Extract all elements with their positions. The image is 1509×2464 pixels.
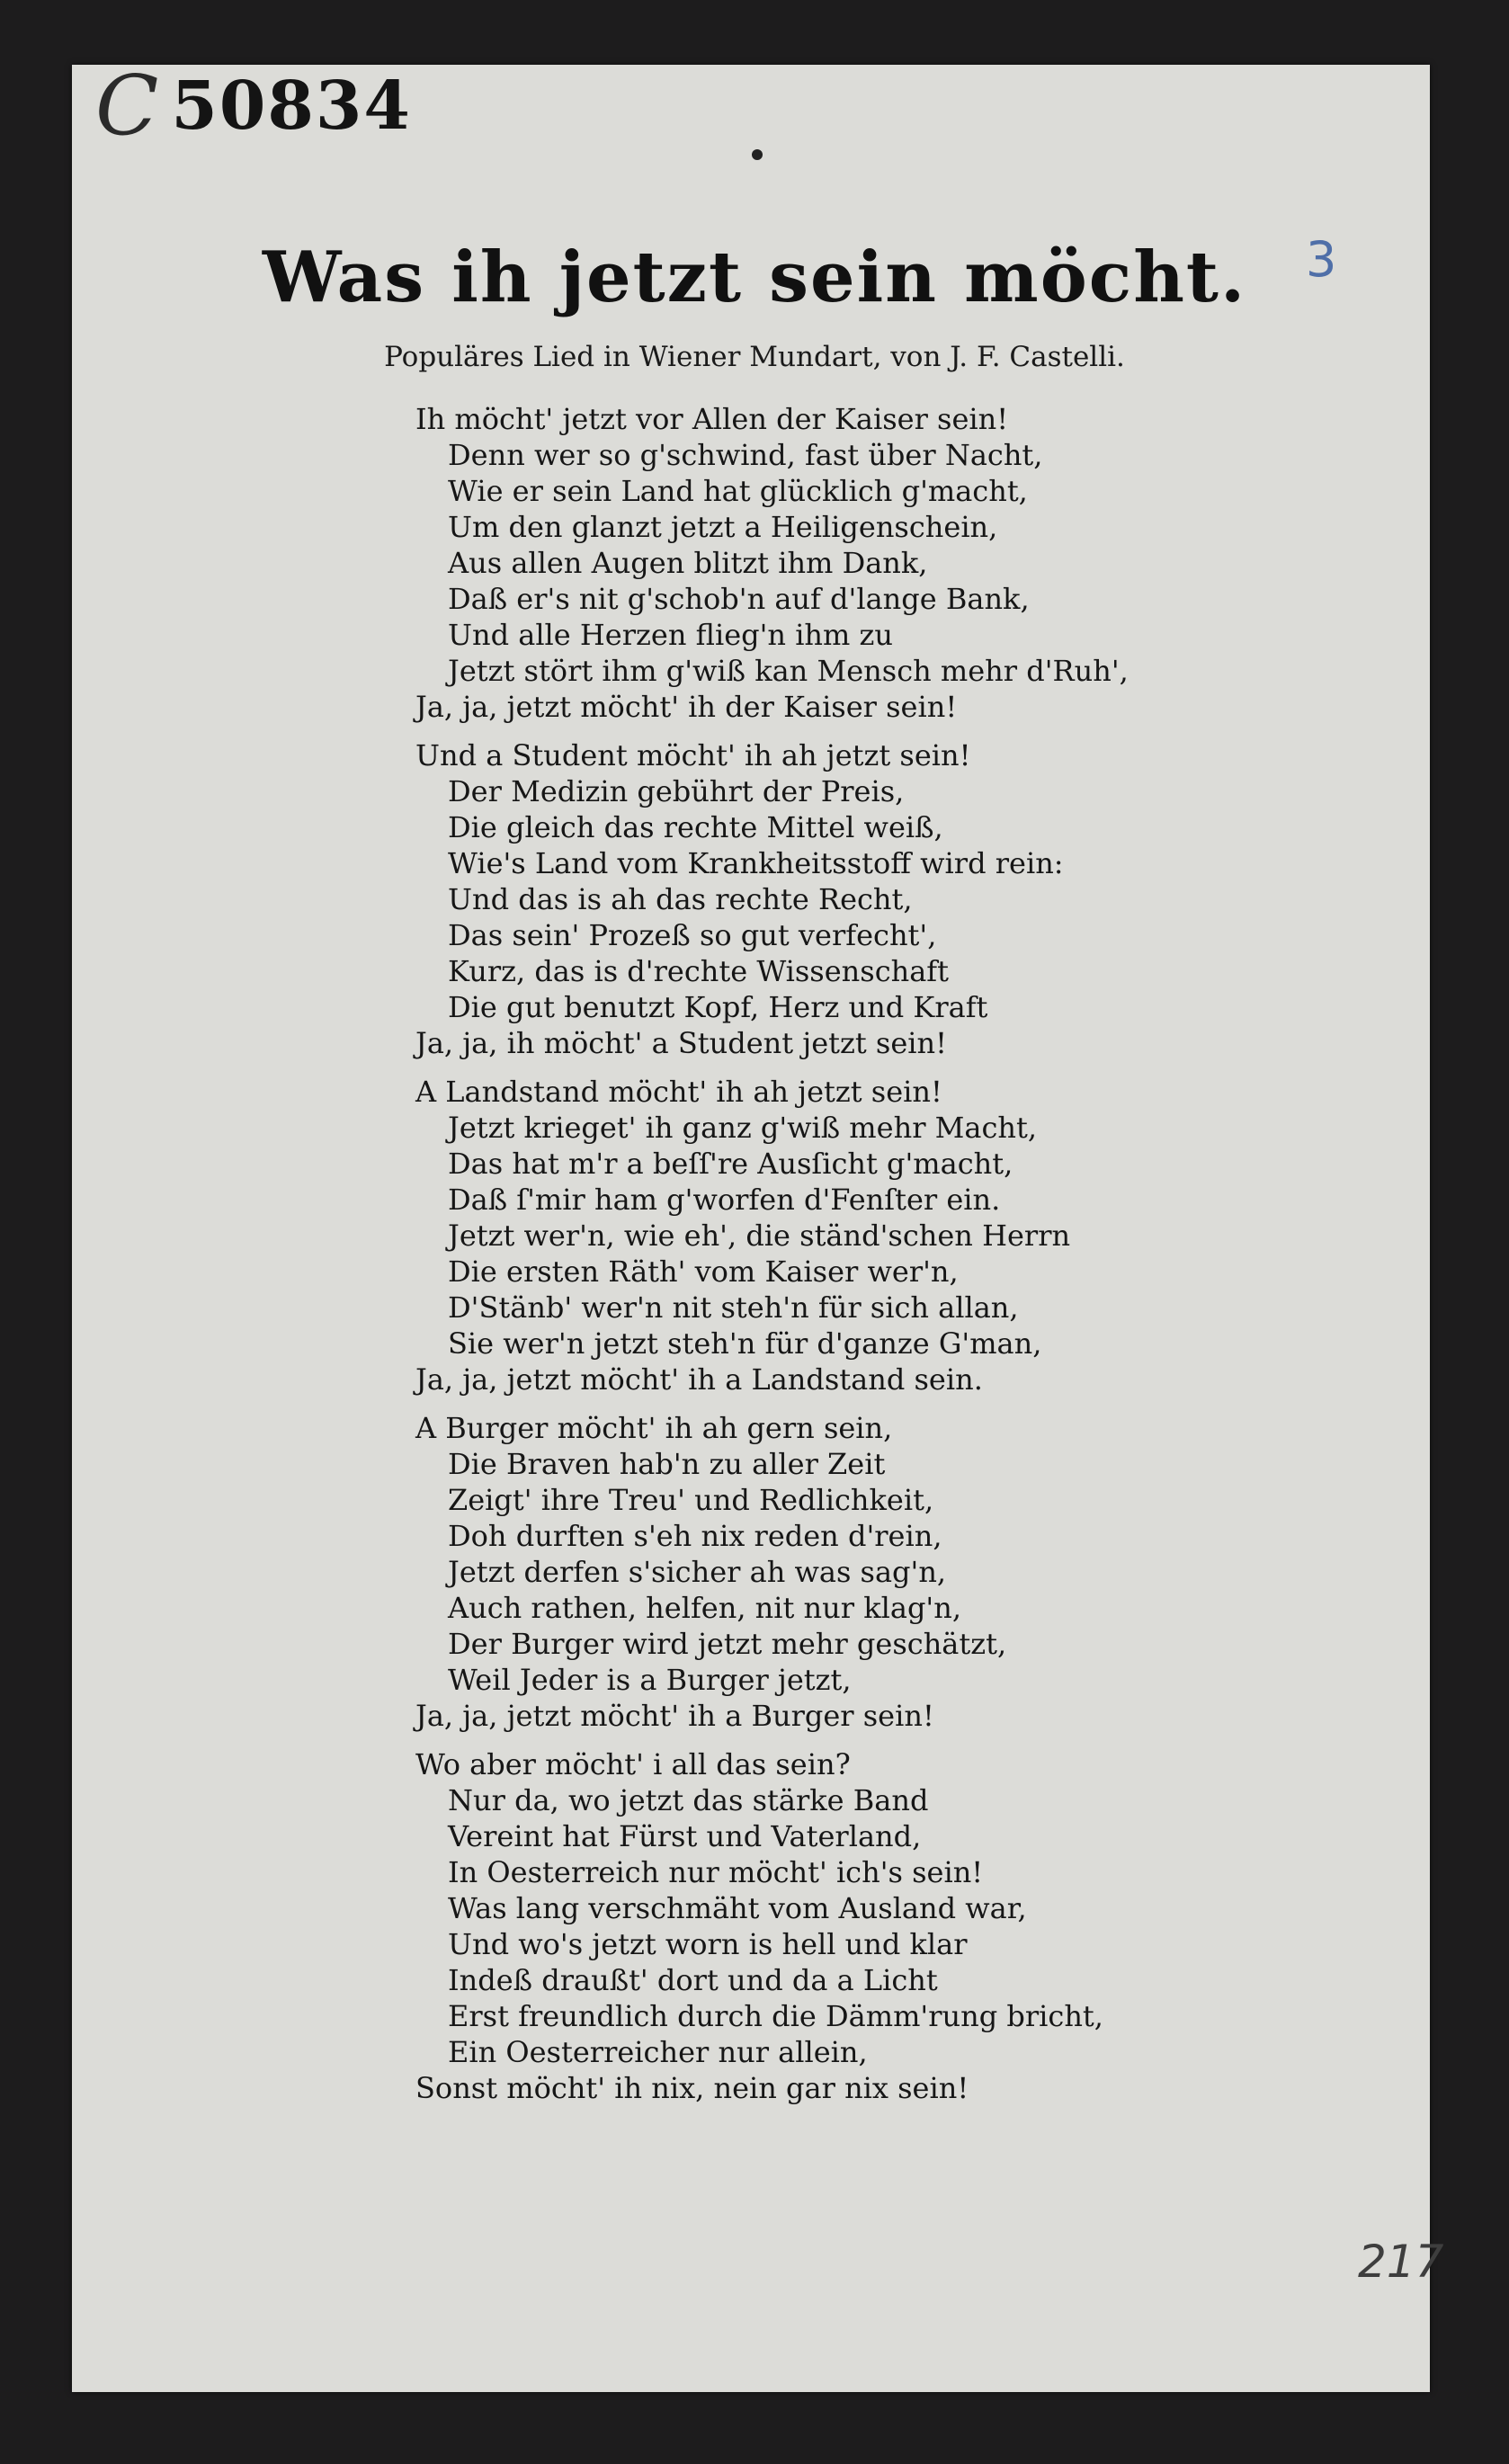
poem-line: Aus allen Augen blitzt ihm Dank,: [448, 546, 928, 580]
poem-line: Die gut benutzt Kopf, Herz und Kraft: [448, 990, 988, 1024]
poem-line: Denn wer so g'schwind, fast über Nacht,: [448, 438, 1043, 472]
poem-line: Um den glanzt jetzt a Heiligenschein,: [448, 510, 998, 544]
poem-line: Auch rathen, helfen, nit nur klag'n,: [448, 1591, 961, 1625]
poem-line: A Landstand möcht' ih ah jetzt sein!: [415, 1075, 942, 1109]
poem-line: Und a Student möcht' ih ah jetzt sein!: [415, 738, 971, 772]
poem-line: Und alle Herzen flieg'n ihm zu: [448, 618, 894, 652]
page-title: Was ih jetzt sein möcht.: [262, 237, 1247, 318]
poem-line: Wo aber möcht' i all das sein?: [415, 1747, 851, 1781]
poem-line: Daß er's nit g'schob'n auf d'lange Bank,: [448, 582, 1030, 616]
poem-line: D'Stänb' wer'n nit steh'n für sich allan,: [448, 1290, 1019, 1325]
poem-line: Die ersten Räth' vom Kaiser wer'n,: [448, 1254, 959, 1289]
poem-line: Der Medizin gebührt der Preis,: [448, 774, 905, 808]
poem-line: Und das is ah das rechte Recht,: [448, 882, 913, 916]
poem-body: [415, 401, 1405, 2119]
poem-line: Sonst möcht' ih nix, nein gar nix sein!: [415, 2071, 969, 2105]
ink-dot: [752, 149, 763, 160]
poem-line: Weil Jeder is a Burger jetzt,: [448, 1663, 852, 1697]
poem-line: Der Burger wird jetzt mehr geschätzt,: [448, 1627, 1007, 1661]
poem-line: Ja, ja, jetzt möcht' ih der Kaiser sein!: [415, 690, 958, 724]
poem-line: Ih möcht' jetzt vor Allen der Kaiser sein!: [415, 402, 1009, 436]
pencil-mark-bottom: 217: [1358, 2236, 1444, 2288]
poem-line: Ein Oesterreicher nur allein,: [448, 2035, 868, 2069]
poem-line: Daß ſ'mir ham g'worfen d'Fenſter ein.: [448, 1183, 1001, 1217]
poem-line: Indeß draußt' dort und da a Licht: [448, 1963, 938, 1997]
poem-line: Die gleich das rechte Mittel weiß,: [448, 810, 943, 844]
pencil-mark-top: 3: [1306, 231, 1337, 288]
stanza: [415, 1410, 1405, 1734]
stamp-number: 50834: [171, 67, 412, 145]
poem-line: Vereint hat Fürst und Vaterland,: [448, 1819, 922, 1853]
poem-line: Die Braven hab'n zu aller Zeit: [448, 1447, 886, 1481]
poem-line: Erst freundlich durch die Dämm'rung bricht,: [448, 1999, 1103, 2033]
poem-line: Wie's Land vom Krankheitsstoff wird rein:: [448, 846, 1064, 880]
poem-line: Und wo's jetzt worn is hell und klar: [448, 1927, 968, 1961]
poem-line: In Oesterreich nur möcht' ich's sein!: [448, 1855, 984, 1889]
poem-line: Ja, ja, ih möcht' a Student jetzt sein!: [415, 1026, 947, 1060]
stanza: [415, 401, 1405, 725]
stanza: [415, 1746, 1405, 2106]
poem-line: Doh durften s'eh nix reden d'rein,: [448, 1519, 942, 1553]
poem-line: Jetzt stört ihm g'wiß kan Mensch mehr d'Ruh',: [448, 654, 1129, 688]
poem-line: Zeigt' ihre Treu' und Redlichkeit,: [448, 1483, 934, 1517]
poem-line: Was lang verschmäht vom Ausland war,: [448, 1891, 1027, 1925]
poem-line: Ja, ja, jetzt möcht' ih a Burger sein!: [415, 1699, 934, 1733]
poem-line: Jetzt derfen s'sicher ah was sag'n,: [448, 1555, 947, 1589]
poem-line: Das hat m'r a beſſ're Ausſicht g'macht,: [448, 1147, 1013, 1181]
poem-line: Sie wer'n jetzt steh'n für d'ganze G'man,: [448, 1326, 1042, 1361]
poem-line: Kurz, das is d'rechte Wissenschaft: [448, 954, 949, 988]
poem-line: Jetzt wer'n, wie eh', die ständ'schen Herrn: [448, 1219, 1071, 1253]
poem-line: Ja, ja, jetzt möcht' ih a Landstand sein.: [415, 1362, 983, 1397]
stamp-letter: C: [95, 58, 159, 154]
poem-line: Nur da, wo jetzt das stärke Band: [448, 1783, 929, 1817]
poem-line: Jetzt krieget' ih ganz g'wiß mehr Macht,: [448, 1111, 1038, 1145]
page-subtitle: Populäres Lied in Wiener Mundart, von J. F. Castelli.: [384, 341, 1125, 373]
poem-line: Das sein' Prozeß so gut verfecht',: [448, 918, 937, 952]
stanza: [415, 1074, 1405, 1397]
poem-line: A Burger möcht' ih ah gern sein,: [415, 1411, 893, 1445]
stanza: [415, 737, 1405, 1061]
archive-stamp: [95, 58, 412, 154]
poem-line: Wie er sein Land hat glücklich g'macht,: [448, 474, 1028, 508]
